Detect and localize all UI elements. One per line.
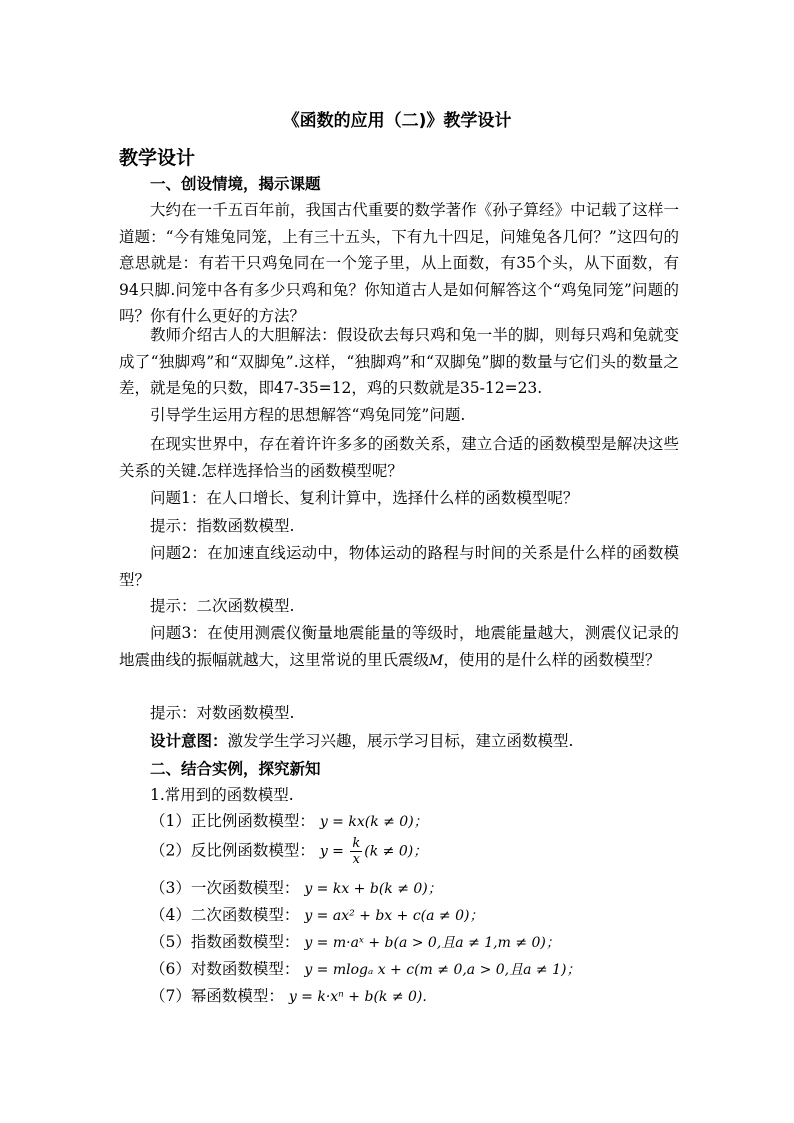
fraction-numerator: k — [352, 836, 361, 851]
design-intent-text: 激发学生学习兴趣，展示学习目标，建立函数模型. — [227, 732, 574, 750]
fraction — [350, 836, 362, 867]
paragraph-1: 大约在一千五百年前，我国古代重要的数学著作《孙子算经》中记载了这样一道题：“今有雉兔同笼，上有三十五头，下有九十四足，问雉兔各几何？”这四句的意思就是：有若干只鸡兔同在一个笼子里，从上面数，有35个头，从下面数，有94只脚.问笼中各有多少只鸡和兔？你知道古人是如何解答这个“鸡兔同笼”问题的吗？你有什么更好的方法？ — [119, 201, 679, 325]
model-formula: (k ≠ 0)； — [364, 843, 428, 860]
model-label: （2）反比例函数模型： — [150, 841, 315, 860]
question-3 — [119, 620, 679, 674]
question-3-text-b: ，使用的是什么样的函数模型？ — [443, 650, 661, 669]
design-intent-label: 设计意图： — [150, 732, 228, 750]
hint-2: 提示：二次函数模型. — [150, 597, 295, 615]
magnitude-symbol: M — [429, 652, 444, 669]
item-1: 1.常用到的函数模型. — [150, 786, 294, 804]
model-formula: y = kx + b(k ≠ 0)； — [304, 881, 442, 897]
paragraph-4: 在现实世界中，存在着许许多多的函数关系，建立合适的函数模型是解决这些关系的关键.怎样选择恰当的函数模型呢？ — [119, 435, 679, 480]
model-label: （5）指数函数模型： — [150, 933, 300, 951]
model-7 — [150, 983, 427, 1010]
question-2: 问题2：在加速直线运动中，物体运动的路程与时间的关系是什么样的函数模型？ — [119, 544, 679, 589]
model-label: （3）一次函数模型： — [150, 879, 300, 897]
fraction-denominator: x — [352, 852, 360, 867]
section-heading: 教学设计 — [119, 147, 196, 169]
question-3-text-a: 问题3：在使用测震仪衡量地震能量的等级时，地震能量越大，测震仪记录的地震曲线的振幅就越大，这里常说的里氏震级 — [119, 624, 679, 669]
model-formula: y = m·aˣ + b(a > 0,且a ≠ 1,m ≠ 0)； — [304, 935, 560, 951]
hint-1: 提示：指数函数模型. — [150, 517, 295, 535]
model-formula: y = k·xⁿ + b(k ≠ 0). — [288, 989, 427, 1005]
model-2 — [150, 836, 427, 867]
paragraph-2: 教师介绍古人的大胆解法：假设砍去每只鸡和兔一半的脚，则每只鸡和兔就变成了“独脚鸡”和“双脚兔”.这样，“独脚鸡”和“双脚兔”脚的数量与它们头的数量之差，就是兔的只数，即47-35=12，鸡的只数就是35-12=23. — [119, 326, 679, 397]
paragraph-3: 引导学生运用方程的思想解答“鸡兔同笼”问题. — [150, 406, 466, 424]
section-2-heading: 二、结合实例，探究新知 — [150, 760, 321, 778]
model-formula: y = — [319, 843, 349, 860]
design-intent — [150, 728, 573, 754]
model-label: （1）正比例函数模型： — [150, 812, 315, 830]
model-label: （7）幂函数模型： — [150, 987, 284, 1005]
question-1: 问题1：在人口增长、复利计算中，选择什么样的函数模型呢？ — [150, 489, 579, 507]
hint-3: 提示：对数函数模型. — [150, 704, 295, 722]
model-4 — [150, 902, 483, 929]
model-5 — [150, 929, 560, 956]
model-formula: y = mlogₐ x + c(m ≠ 0,a > 0,且a ≠ 1)； — [304, 962, 581, 978]
model-formula: y = ax² + bx + c(a ≠ 0)； — [304, 908, 484, 924]
section-1-heading: 一、创设情境，揭示课题 — [150, 175, 321, 193]
model-label: （6）对数函数模型： — [150, 960, 300, 978]
document-title: 《函数的应用（二)》教学设计 — [282, 111, 512, 131]
model-3 — [150, 875, 442, 902]
model-6 — [150, 956, 580, 983]
model-formula: y = kx(k ≠ 0)； — [319, 814, 428, 830]
model-1 — [150, 808, 428, 835]
model-label: （4）二次函数模型： — [150, 906, 300, 924]
